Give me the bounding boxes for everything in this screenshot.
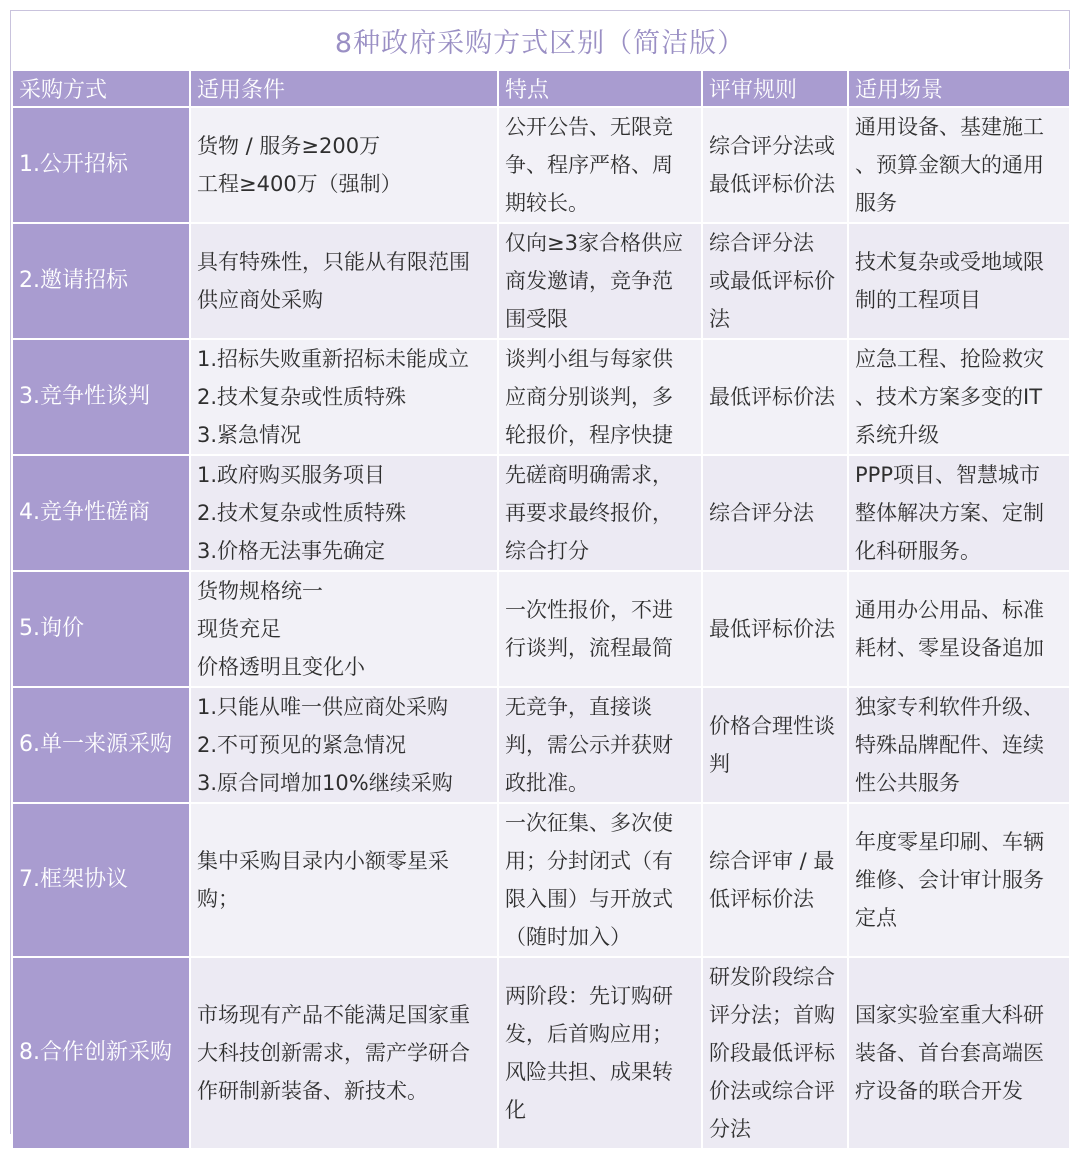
scene-cell: 年度零星印刷、车辆 维修、会计审计服务 定点 — [848, 803, 1070, 957]
condition-cell: 货物 / 服务≥200万 工程≥400万（强制） — [190, 107, 498, 223]
procurement-methods-table — [11, 69, 1071, 1150]
condition-cell: 1.政府购买服务项目 2.技术复杂或性质特殊 3.价格无法事先确定 — [190, 455, 498, 571]
header-rule: 评审规则 — [702, 70, 848, 107]
feature-cell: 先磋商明确需求， 再要求最终报价， 综合打分 — [498, 455, 702, 571]
condition-cell: 具有特殊性，只能从有限范围 供应商处采购 — [190, 223, 498, 339]
header-row — [12, 70, 1070, 107]
scene-cell: 通用设备、基建施工 、预算金额大的通用 服务 — [848, 107, 1070, 223]
table-row — [12, 571, 1070, 687]
table-row — [12, 687, 1070, 803]
comparison-table-card — [10, 10, 1070, 1141]
feature-cell: 谈判小组与每家供 应商分别谈判，多 轮报价，程序快捷 — [498, 339, 702, 455]
table-title: 8种政府采购方式区别（简洁版） — [334, 27, 746, 59]
method-cell: 8.合作创新采购 — [12, 957, 190, 1149]
feature-cell: 无竞争，直接谈 判，需公示并获财 政批准。 — [498, 687, 702, 803]
condition-cell: 货物规格统一 现货充足 价格透明且变化小 — [190, 571, 498, 687]
rule-cell: 研发阶段综合 评分法；首购 阶段最低评标 价法或综合评 分法 — [702, 957, 848, 1149]
scene-cell: PPP项目、智慧城市 整体解决方案、定制 化科研服务。 — [848, 455, 1070, 571]
scene-cell: 通用办公用品、标准 耗材、零星设备追加 — [848, 571, 1070, 687]
method-cell: 7.框架协议 — [12, 803, 190, 957]
rule-cell: 最低评标价法 — [702, 339, 848, 455]
table-row — [12, 107, 1070, 223]
method-cell: 4.竞争性磋商 — [12, 455, 190, 571]
table-row — [12, 957, 1070, 1149]
header-condition: 适用条件 — [190, 70, 498, 107]
method-cell: 6.单一来源采购 — [12, 687, 190, 803]
method-cell: 2.邀请招标 — [12, 223, 190, 339]
rule-cell: 价格合理性谈 判 — [702, 687, 848, 803]
rule-cell: 综合评分法或 最低评标价法 — [702, 107, 848, 223]
feature-cell: 仅向≥3家合格供应 商发邀请，竞争范 围受限 — [498, 223, 702, 339]
condition-cell: 市场现有产品不能满足国家重 大科技创新需求，需产学研合 作研制新装备、新技术。 — [190, 957, 498, 1149]
scene-cell: 独家专利软件升级、 特殊品牌配件、连续 性公共服务 — [848, 687, 1070, 803]
table-row — [12, 223, 1070, 339]
table-row — [12, 339, 1070, 455]
feature-cell: 公开公告、无限竞 争、程序严格、周 期较长。 — [498, 107, 702, 223]
condition-cell: 1.招标失败重新招标未能成立 2.技术复杂或性质特殊 3.紧急情况 — [190, 339, 498, 455]
rule-cell: 综合评审 / 最 低评标价法 — [702, 803, 848, 957]
method-cell: 5.询价 — [12, 571, 190, 687]
method-cell: 1.公开招标 — [12, 107, 190, 223]
condition-cell: 1.只能从唯一供应商处采购 2.不可预见的紧急情况 3.原合同增加10%继续采购 — [190, 687, 498, 803]
header-feature: 特点 — [498, 70, 702, 107]
scene-cell: 技术复杂或受地域限 制的工程项目 — [848, 223, 1070, 339]
feature-cell: 一次性报价，不进 行谈判，流程最简 — [498, 571, 702, 687]
method-cell: 3.竞争性谈判 — [12, 339, 190, 455]
feature-cell: 一次征集、多次使 用；分封闭式（有 限入围）与开放式 （随时加入） — [498, 803, 702, 957]
scene-cell: 国家实验室重大科研 装备、首台套高端医 疗设备的联合开发 — [848, 957, 1070, 1149]
table-row — [12, 803, 1070, 957]
rule-cell: 综合评分法 — [702, 455, 848, 571]
rule-cell: 综合评分法 或最低评标价 法 — [702, 223, 848, 339]
scene-cell: 应急工程、抢险救灾 、技术方案多变的IT 系统升级 — [848, 339, 1070, 455]
rule-cell: 最低评标价法 — [702, 571, 848, 687]
table-row — [12, 455, 1070, 571]
feature-cell: 两阶段：先订购研 发，后首购应用； 风险共担、成果转 化 — [498, 957, 702, 1149]
header-method: 采购方式 — [12, 70, 190, 107]
header-scene: 适用场景 — [848, 70, 1070, 107]
condition-cell: 集中采购目录内小额零星采 购； — [190, 803, 498, 957]
